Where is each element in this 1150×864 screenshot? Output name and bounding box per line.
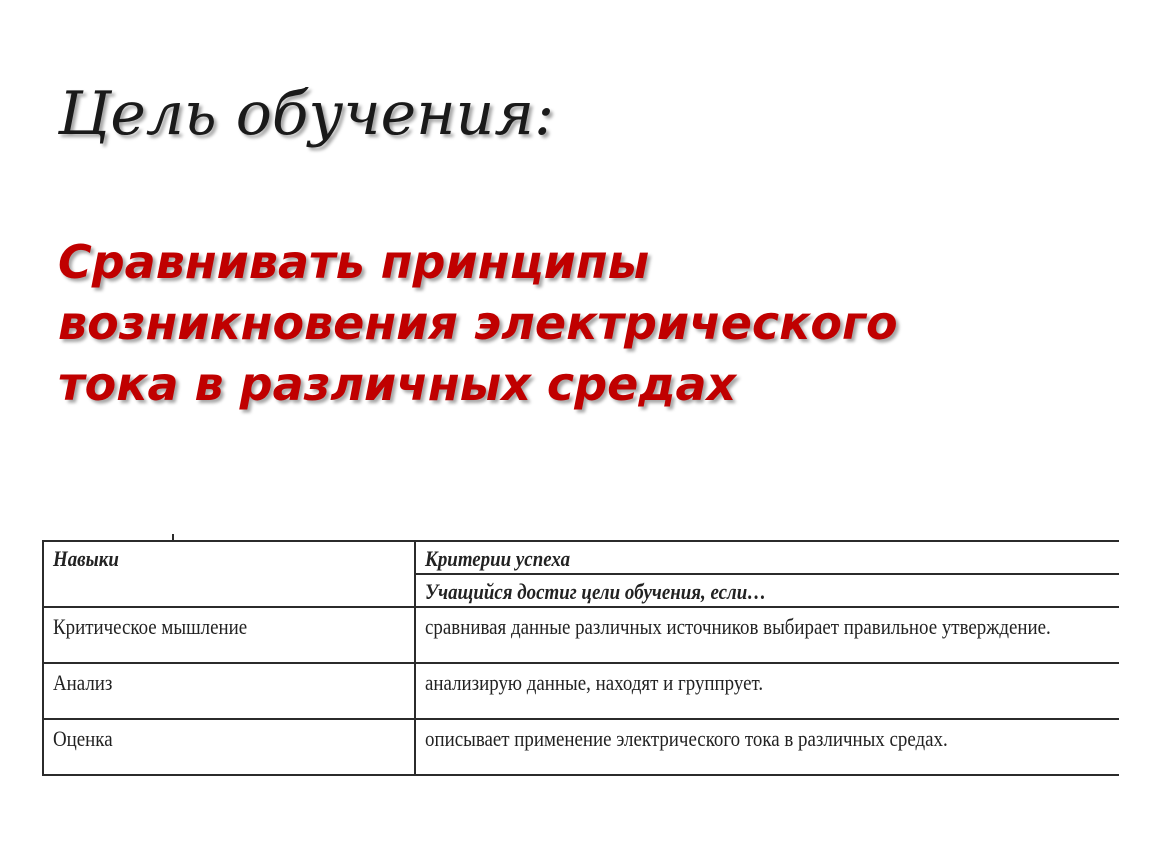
header-skills-label: Навыки [53, 546, 119, 571]
criterion-text: сравнивая данные различных источников выбирает правильное утверждение. [425, 614, 1051, 639]
success-criteria-table [42, 540, 1119, 776]
objective-line-3: тока в различных средах [58, 357, 737, 411]
cell-criterion [415, 663, 1119, 719]
skill-text: Оценка [53, 726, 113, 751]
table-row [43, 719, 1119, 775]
learning-objective [58, 232, 1098, 415]
header-criteria [415, 541, 1119, 574]
criterion-text: описывает применение электрического тока в различных средах. [425, 726, 948, 751]
table-row [43, 663, 1119, 719]
header-criteria-label: Критерии успеха [425, 546, 571, 571]
cell-criterion [415, 607, 1119, 663]
objective-line-2: возникновения электрического [58, 296, 898, 350]
objective-line-1: Сравнивать принципы [58, 235, 650, 289]
table-header-row [43, 541, 1119, 574]
success-criteria-table-container [42, 540, 1118, 776]
cell-skill [43, 607, 415, 663]
header-criteria-sub [415, 574, 1119, 607]
header-criteria-sub-label: Учащийся достиг цели обучения, если… [425, 579, 767, 604]
criterion-text: анализирую данные, находят и группрует. [425, 670, 764, 695]
skill-text: Критическое мышление [53, 614, 248, 639]
cell-skill [43, 719, 415, 775]
slide-title: Цель обучения: [58, 79, 555, 149]
table-row [43, 607, 1119, 663]
skill-text: Анализ [53, 670, 113, 695]
header-skills [43, 541, 415, 607]
cell-skill [43, 663, 415, 719]
cell-criterion [415, 719, 1119, 775]
